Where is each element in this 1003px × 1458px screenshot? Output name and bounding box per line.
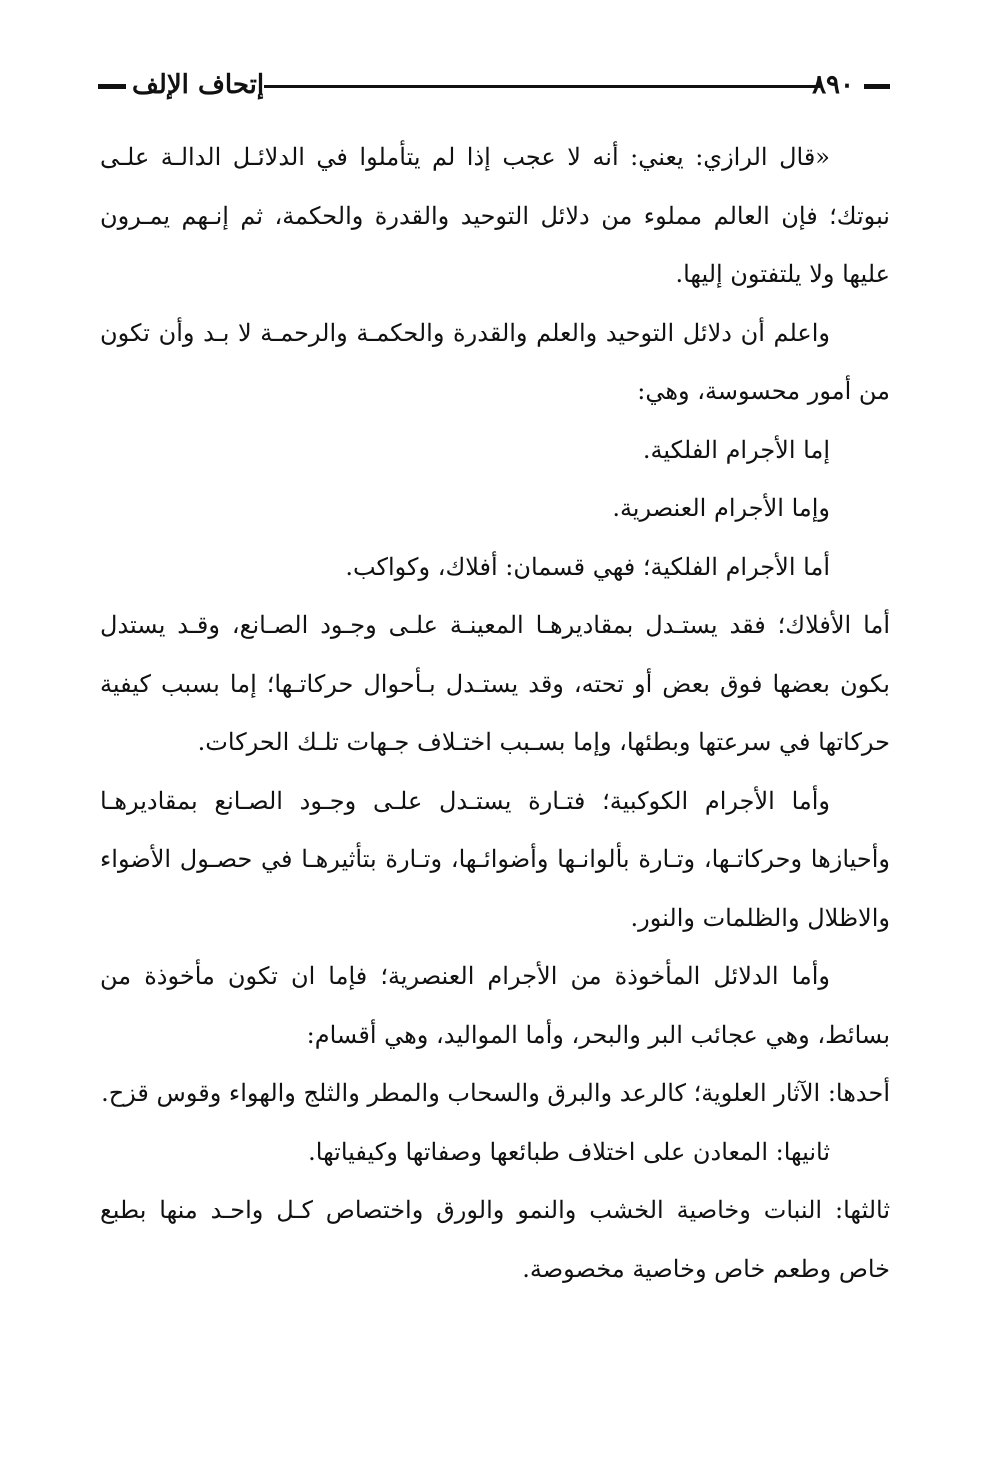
paragraph-second-minerals: ثانيها: المعادن على اختلاف طبائعها وصفاتها وكيفياتها. bbox=[308, 1137, 830, 1166]
paragraph-elemental-bodies: وإما الأجرام العنصرية. bbox=[612, 494, 830, 522]
paragraph-celestial-bodies: إما الأجرام الفلكية. bbox=[642, 435, 830, 464]
paragraph-elemental-proofs: وأما الدلائل المأخوذة من الأجرام العنصرية؛ فإما ان تكون مأخوذة من بسائط، وهي عجائب البر والبحر، وأما المواليد، وهي أقسام: bbox=[100, 962, 890, 1049]
paragraph-spheres: أما الأفلاك؛ فقد يستـدل بمقاديرهـا المعينـة علـى وجـود الصـانع، وقـد يستدل بكون بعضها فوق بعض أو تحته، وقد يستـدل بـأحوال حركاتـها؛ إما بسبب كيفية حركاتها في سرعتها وبطئها، وإما بسـبب اختـلاف جـهات تلـك الحركات. bbox=[100, 611, 890, 756]
page-number: ٨٩٠ bbox=[812, 70, 854, 100]
paragraph-stars: وأما الأجرام الكوكبية؛ فتـارة يستـدل علـى وجـود الصـانع بمقاديرهـا وأحيازها وحركاتـها، وتـارة بألوانـها وأضوائـها، وتـارة بتأثيرهـا في حصـول الأضواء والاظلال والظلمات والنور. bbox=[100, 786, 890, 932]
book-title: إتحاف الإلف bbox=[132, 70, 265, 100]
paragraph-celestial-divisions: أما الأجرام الفلكية؛ فهي قسمان: أفلاك، وكواكب. bbox=[345, 552, 830, 581]
paragraph-third-plants: ثالثها: النبات وخاصية الخشب والنمو والورق واختصاص كـل واحـد منها بطبع خاص وطعم خاص وخاصية مخصوصة. bbox=[100, 1196, 891, 1283]
paragraph-razi-quote: «قال الرازي: يعني: أنه لا عجب إذا لم يتأملوا في الدلائـل الدالـة علـى نبوتك؛ فإن العالم مملوء من دلائل التوحيد والقدرة والحكمة، ثم إنـهم يمـرون عليها ولا يلتفتون إليها. bbox=[100, 143, 890, 288]
page-header bbox=[98, 66, 890, 106]
header-dash-left bbox=[98, 84, 126, 89]
body-text bbox=[100, 128, 890, 1298]
paragraph-first-upper-effects: أحدها: الآثار العلوية؛ كالرعد والبرق والسحاب والمطر والثلج والهواء وقوس قزح. bbox=[101, 1079, 890, 1107]
header-dash-right bbox=[864, 84, 890, 89]
header-rule bbox=[264, 85, 820, 88]
paragraph-proofs-intro: واعلم أن دلائل التوحيد والعلم والقدرة والحكمـة والرحمـة لا بـد وأن تكون من أمور محسوسة، وهي: bbox=[100, 318, 890, 405]
